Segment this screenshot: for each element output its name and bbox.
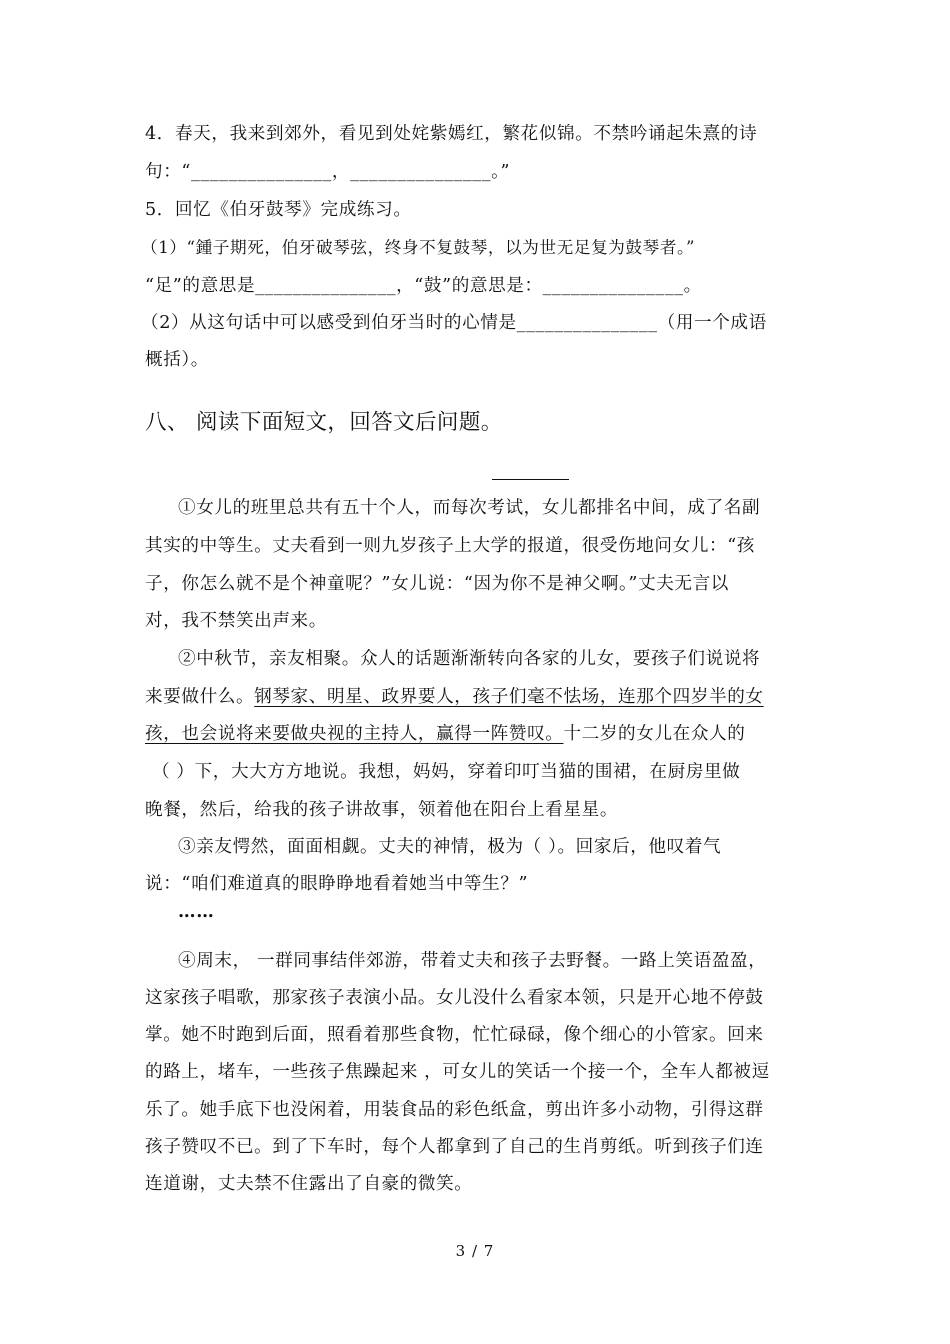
question-4-line-1: 4．春天，我来到郊外，看见到处姹紫嫣红，繁花似锦。不禁吟诵起朱熹的诗 xyxy=(145,124,758,144)
passage-p2-line-4: （ ）下，大大方方地说。我想，妈妈，穿着印叮当猫的围裙，在厨房里做 xyxy=(152,762,741,782)
passage-p1-line-2: 其实的中等生。丈夫看到一则九岁孩子上大学的报道，很受伤地问女儿：“孩 xyxy=(145,536,755,556)
passage-p3-line-1: ③亲友愕然，面面相觑。丈夫的神情，极为（ ）。回家后，他叹着气 xyxy=(178,837,722,857)
passage-p1-line-3: 子，你怎么就不是个神童呢？”女儿说：“因为你不是神父啊。”丈夫无言以 xyxy=(145,574,729,594)
passage-p3-line-2: 说：“咱们难道真的眼睁睁地看着她当中等生？” xyxy=(145,874,529,894)
passage-title-blank xyxy=(492,479,569,480)
passage-ellipsis: …… xyxy=(178,901,215,922)
section-8-heading: 八、 阅读下面短文，回答文后问题。 xyxy=(145,410,503,435)
passage-p4-line-7: 连道谢，丈夫禁不住露出了自豪的微笑。 xyxy=(145,1174,473,1194)
question-5-sub2-line-1: （2）从这句话中可以感受到伯牙当时的心情是_______________（用一个成语 xyxy=(141,313,767,333)
page-number: 3 / 7 xyxy=(455,1242,495,1260)
question-5-title: 5．回忆《伯牙鼓琴》完成练习。 xyxy=(145,200,412,220)
passage-p2-line-2-plain: 来要做什么。 xyxy=(145,687,255,707)
passage-p2-line-1: ②中秋节，亲友相聚。众人的话题渐渐转向各家的儿女，要孩子们说说将 xyxy=(178,649,761,669)
passage-p2-line-3 xyxy=(145,720,745,745)
underlined-sentence-part-1: 钢琴家、明星、政界要人，孩子们毫不怯场，连那个四岁半的女 xyxy=(254,687,764,707)
passage-p2-line-5: 晚餐，然后，给我的孩子讲故事，领着他在阳台上看星星。 xyxy=(145,800,619,820)
question-5-sub1-line-1: （1）“鍾子期死，伯牙破琴弦，终身不复鼓琴，以为世无足复为鼓琴者。” xyxy=(141,238,696,257)
question-5-sub1-line-2: “足”的意思是_______________，“鼓”的意思是：_______________。 xyxy=(145,276,702,296)
question-4-line-2: 句：“_______________，_______________。” xyxy=(145,162,511,182)
passage-p4-line-2: 这家孩子唱歌，那家孩子表演小品。女儿没什么看家本领，只是开心地不停鼓 xyxy=(145,988,764,1008)
passage-p4-line-6: 孩子赞叹不已。到了下车时，每个人都拿到了自己的生肖剪纸。听到孩子们连 xyxy=(145,1137,764,1157)
passage-p4-line-1: ④周末， 一群同事结伴郊游，带着丈夫和孩子去野餐。一路上笑语盈盈， xyxy=(178,951,767,971)
passage-p2-line-2 xyxy=(145,683,764,708)
passage-p2-line-3-plain: 十二岁的女儿在众人的 xyxy=(563,724,746,744)
passage-p4-line-5: 乐了。她手底下也没闲着，用装食品的彩色纸盒，剪出许多小动物，引得这群 xyxy=(145,1100,764,1120)
passage-p4-line-3: 掌。她不时跑到后面，照看着那些食物，忙忙碌碌，像个细心的小管家。回来 xyxy=(145,1025,764,1045)
underlined-sentence-part-2: 孩，也会说将来要做央视的主持人，赢得一阵赞叹。 xyxy=(145,724,564,744)
question-5-sub2-line-2: 概括）。 xyxy=(145,350,209,370)
passage-p1-line-1: ①女儿的班里总共有五十个人，而每次考试，女儿都排名中间，成了名副 xyxy=(178,498,761,518)
passage-p4-line-4: 的路上，堵车，一些孩子焦躁起来 ，可女儿的笑话一个接一个，全车人都被逗 xyxy=(145,1062,770,1082)
passage-p1-line-4: 对，我不禁笑出声来。 xyxy=(145,611,327,631)
